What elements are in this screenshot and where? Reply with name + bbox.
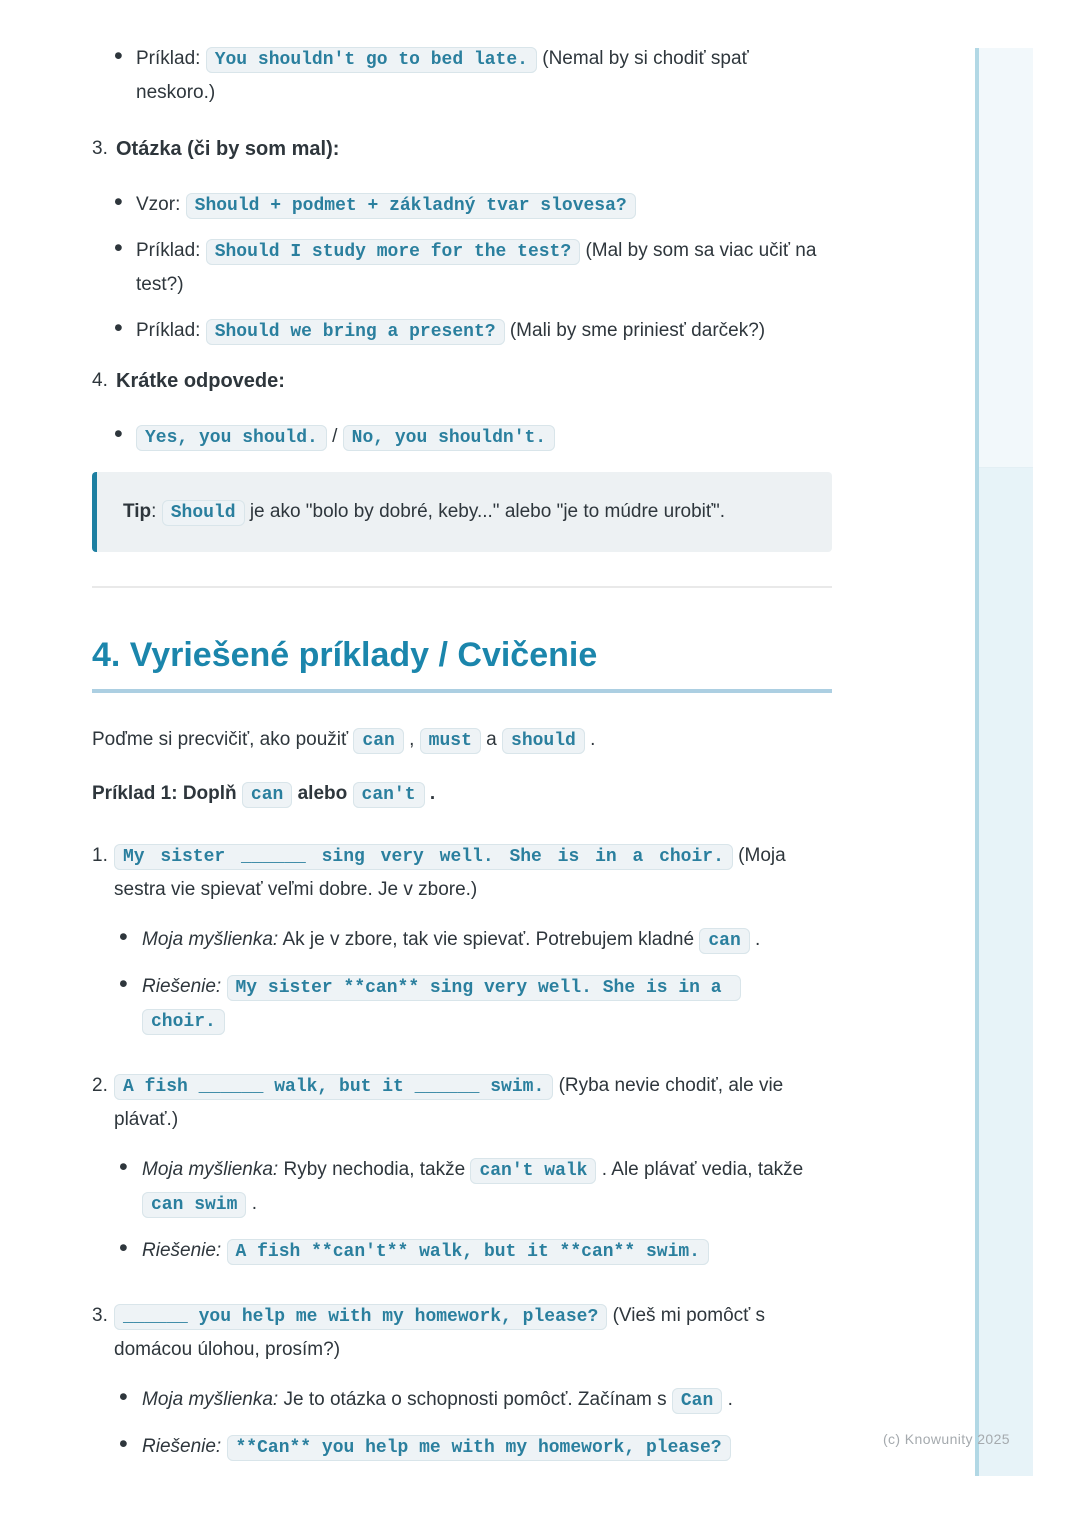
exercise-item-body [114,1069,804,1281]
translation-text: (Nemal by si chodiť spať neskoro.) [136,48,749,103]
solution-item [114,1234,804,1268]
code-chip: can't [353,782,425,808]
bullet-label: Vzor: [136,194,181,215]
exercises-intro [92,723,832,757]
thought-item [114,1383,804,1417]
thought-label: Moja myšlienka: [142,1389,279,1410]
code-chip: ______ you help me with my homework, please? [114,1304,607,1330]
item-number: 3. [92,1305,108,1326]
exercise-title-text: . [429,783,436,804]
item-title: Otázka (či by som mal): [116,138,340,160]
thought-text: . [755,929,761,950]
section-divider [92,586,832,588]
copyright-watermark: (c) Knowunity 2025 [882,1431,1010,1447]
tip-label: Tip [123,501,152,522]
thought-text: Ryby nechodia, takže [283,1159,466,1180]
list-item [92,234,832,302]
exercise-sub-list [114,1153,804,1268]
intro-text: Poďme si precvičiť, ako použiť [92,729,349,750]
scrollbar-track[interactable] [975,48,1033,1476]
code-chip: A fish **can't** walk, but it **can** swim. [227,1239,709,1265]
list-item [92,314,832,348]
solution-label: Riešenie: [142,1240,222,1261]
code-chip: Should + podmet + základný tvar slovesa? [186,193,636,219]
separator-text: / [332,426,338,447]
scrollbar-segment [979,48,1033,468]
code-chip: must [420,728,481,754]
exercise-item-body [114,839,804,1051]
item-title: Krátke odpovede: [116,370,285,392]
bullet-label: Príklad: [136,240,201,261]
intro-text: a [486,729,497,750]
translation-text: (Vieš mi pomôcť s domácou úlohou, prosím?) [114,1305,766,1360]
list-item [92,188,832,222]
intro-text: , [409,729,415,750]
solution-label: Riešenie: [142,1436,222,1457]
code-chip: You shouldn't go to bed late. [206,47,537,73]
numbered-item-short-answers [92,364,832,398]
exercise-title-text: alebo [297,783,348,804]
exercise-sentence [114,839,804,907]
code-chip: can [699,928,749,954]
code-chip: Should I study more for the test? [206,239,580,265]
numbered-item-question [92,132,832,166]
exercise-sentence [114,1299,804,1367]
code-chip: Can [672,1388,722,1414]
tip-callout [92,472,832,552]
thought-label: Moja myšlienka: [142,929,279,950]
code-chip: No, you shouldn't. [343,425,555,451]
thought-text: Ak je v zbore, tak vie spievať. Potrebujem kladné [282,929,695,950]
solution-label: Riešenie: [142,976,222,997]
exercise-sub-list [114,1383,804,1464]
code-chip: A fish ______ walk, but it ______ swim. [114,1074,553,1100]
code-chip: can swim [142,1192,246,1218]
bullet-label: Príklad: [136,48,201,69]
item-number: 2. [92,1075,108,1096]
exercise-item [92,839,832,1051]
tip-text: je ako "bolo by dobré, keby..." alebo "je to múdre urobiť". [249,501,726,522]
code-chip: **Can** you help me with my homework, please? [227,1435,731,1461]
translation-text: (Moja sestra vie spievať veľmi dobre. Je v zbore.) [114,845,786,900]
item-number: 1. [92,845,108,866]
thought-item [114,1153,804,1221]
code-chip: Yes, you should. [136,425,327,451]
thought-label: Moja myšlienka: [142,1159,279,1180]
translation-text: (Mali by sme priniesť darček?) [509,320,766,341]
translation-text: (Mal by som sa viac učiť na test?) [136,240,817,295]
list-item [92,420,832,454]
code-chip: My sister **can** sing very well. She is in a choir. [142,975,741,1035]
code-chip: should [502,728,585,754]
short-answers-list [92,420,832,454]
tip-colon: : [151,501,157,522]
question-bullets [92,188,832,348]
item-number: 4. [92,370,108,391]
should-example-list [92,42,832,110]
solution-item [114,1430,804,1464]
code-chip: can [353,728,403,754]
code-chip: My sister ______ sing very well. She is in a choir. [114,844,733,870]
note-content [92,42,832,1495]
exercise-sub-list [114,923,804,1038]
thought-item [114,923,804,957]
code-chip: can [242,782,292,808]
exercise-item-body [114,1299,804,1477]
thought-text: Je to otázka o schopnosti pomôcť. Začínam s [283,1389,667,1410]
thought-text: . [727,1389,733,1410]
code-chip: Should we bring a present? [206,319,505,345]
exercise-item [92,1069,832,1281]
bullet-label: Príklad: [136,320,201,341]
exercise-item [92,1299,832,1477]
translation-text: (Ryba nevie chodiť, ale vie plávať.) [114,1075,784,1130]
item-number: 3. [92,138,108,159]
intro-text: . [590,729,596,750]
section-heading: 4. Vyriešené príklady / Cvičenie [92,634,832,693]
exercise-title-text: Príklad 1: Doplň [92,783,237,804]
exercise-title [92,777,832,811]
code-chip: Should [162,500,245,526]
code-chip: can't walk [470,1158,596,1184]
thought-text: . Ale plávať vedia, takže [601,1159,804,1180]
solution-item [114,970,804,1038]
exercise-sentence [114,1069,804,1137]
list-item [92,42,832,110]
thought-text: . [251,1193,257,1214]
